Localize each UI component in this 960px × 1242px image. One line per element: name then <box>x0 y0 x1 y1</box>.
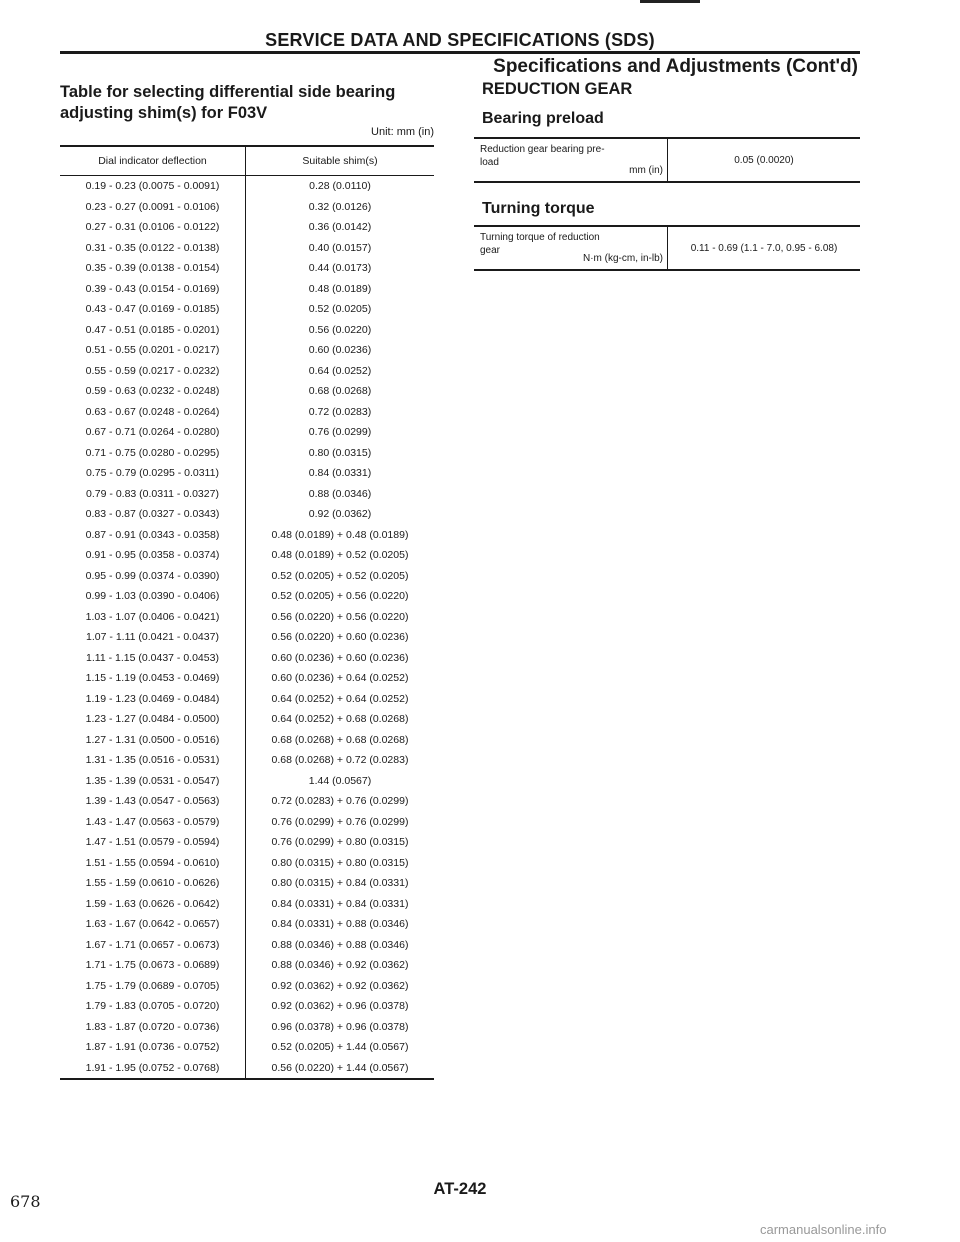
shim-cell: 0.52 (0.0205) <box>308 303 372 316</box>
table-row <box>60 443 434 464</box>
shim-cell: 0.52 (0.0205) + 1.44 (0.0567) <box>271 1041 409 1054</box>
shim-cell: 0.56 (0.0220) + 0.60 (0.0236) <box>271 631 409 644</box>
deflection-cell: 1.91 - 1.95 (0.0752 - 0.0768) <box>60 1058 246 1080</box>
table-row <box>60 689 434 710</box>
table-row <box>60 812 434 833</box>
shim-cell: 0.72 (0.0283) + 0.76 (0.0299) <box>271 795 409 808</box>
deflection-cell: 0.47 - 0.51 (0.0185 - 0.0201) <box>60 320 246 341</box>
deflection-cell: 1.59 - 1.63 (0.0626 - 0.0642) <box>60 894 246 915</box>
deflection-cell: 1.03 - 1.07 (0.0406 - 0.0421) <box>60 607 246 628</box>
deflection-cell: 1.67 - 1.71 (0.0657 - 0.0673) <box>60 935 246 956</box>
shim-cell: 0.40 (0.0157) <box>308 241 372 254</box>
deflection-cell: 0.75 - 0.79 (0.0295 - 0.0311) <box>60 463 246 484</box>
table-row <box>60 791 434 812</box>
deflection-cell: 1.31 - 1.35 (0.0516 - 0.0531) <box>60 750 246 771</box>
bearing-preload-value: 0.05 (0.0020) <box>734 154 794 166</box>
shim-cell: 0.52 (0.0205) + 0.56 (0.0220) <box>271 590 409 603</box>
turning-torque-label-line1: Turning torque of reduction <box>480 232 600 243</box>
shim-cell: 0.32 (0.0126) <box>308 200 372 213</box>
table-row <box>60 832 434 853</box>
deflection-cell: 0.23 - 0.27 (0.0091 - 0.0106) <box>60 197 246 218</box>
table-row <box>60 320 434 341</box>
column-header-shims: Suitable shim(s) <box>246 146 435 176</box>
deflection-cell: 1.79 - 1.83 (0.0705 - 0.0720) <box>60 996 246 1017</box>
deflection-cell: 0.95 - 0.99 (0.0374 - 0.0390) <box>60 566 246 587</box>
deflection-cell: 0.63 - 0.67 (0.0248 - 0.0264) <box>60 402 246 423</box>
deflection-cell: 0.31 - 0.35 (0.0122 - 0.0138) <box>60 238 246 259</box>
shim-table <box>60 145 434 1080</box>
deflection-cell: 0.19 - 0.23 (0.0075 - 0.0091) <box>60 176 246 197</box>
shim-cell: 0.80 (0.0315) + 0.84 (0.0331) <box>271 877 409 890</box>
table-row <box>60 176 434 197</box>
table-row <box>60 853 434 874</box>
shim-table-heading <box>60 82 460 124</box>
deflection-cell: 0.59 - 0.63 (0.0232 - 0.0248) <box>60 381 246 402</box>
table-row <box>60 279 434 300</box>
table-row <box>60 730 434 751</box>
deflection-cell: 1.23 - 1.27 (0.0484 - 0.0500) <box>60 709 246 730</box>
deflection-cell: 0.51 - 0.55 (0.0201 - 0.0217) <box>60 340 246 361</box>
shim-cell: 0.72 (0.0283) <box>308 405 372 418</box>
turning-torque-value: 0.11 - 0.69 (1.1 - 7.0, 0.95 - 6.08) <box>690 242 838 254</box>
deflection-cell: 0.55 - 0.59 (0.0217 - 0.0232) <box>60 361 246 382</box>
turning-torque-table <box>474 225 860 271</box>
table-row <box>60 914 434 935</box>
deflection-cell: 0.99 - 1.03 (0.0390 - 0.0406) <box>60 586 246 607</box>
shim-cell: 0.80 (0.0315) <box>308 446 372 459</box>
table-row <box>60 586 434 607</box>
shim-heading-line1: Table for selecting differential side bearing <box>60 83 396 101</box>
reduction-gear-title: REDUCTION GEAR <box>482 80 633 98</box>
shim-cell: 0.84 (0.0331) + 0.88 (0.0346) <box>271 918 409 931</box>
section-subtitle: Specifications and Adjustments (Cont'd) <box>493 56 858 77</box>
shim-heading-line2: adjusting shim(s) for F03V <box>60 104 268 122</box>
shim-cell: 0.76 (0.0299) + 0.76 (0.0299) <box>271 815 409 828</box>
title-rule <box>60 51 860 54</box>
shim-cell: 0.92 (0.0362) <box>308 508 372 521</box>
table-row <box>60 525 434 546</box>
shim-cell: 0.60 (0.0236) + 0.60 (0.0236) <box>271 651 409 664</box>
shim-cell: 0.92 (0.0362) + 0.96 (0.0378) <box>271 1000 409 1013</box>
bearing-preload-title: Bearing preload <box>482 110 604 127</box>
shim-cell: 0.56 (0.0220) + 0.56 (0.0220) <box>271 610 409 623</box>
deflection-cell: 1.15 - 1.19 (0.0453 - 0.0469) <box>60 668 246 689</box>
table-row <box>60 607 434 628</box>
table-row <box>60 1017 434 1038</box>
table-row <box>60 935 434 956</box>
table-row <box>60 422 434 443</box>
shim-cell: 0.56 (0.0220) + 1.44 (0.0567) <box>246 1058 435 1080</box>
shim-table-body <box>60 176 434 1080</box>
shim-cell: 0.60 (0.0236) <box>308 344 372 357</box>
bearing-preload-table <box>474 137 860 183</box>
shim-cell: 0.96 (0.0378) + 0.96 (0.0378) <box>271 1020 409 1033</box>
table-row <box>60 361 434 382</box>
bearing-preload-label-line2: load <box>480 157 499 168</box>
deflection-cell: 1.75 - 1.79 (0.0689 - 0.0705) <box>60 976 246 997</box>
deflection-cell: 1.63 - 1.67 (0.0642 - 0.0657) <box>60 914 246 935</box>
watermark: carmanualsonline.info <box>760 1222 887 1237</box>
shim-cell: 0.56 (0.0220) <box>308 323 372 336</box>
deflection-cell: 1.07 - 1.11 (0.0421 - 0.0437) <box>60 627 246 648</box>
table-row <box>60 771 434 792</box>
deflection-cell: 0.67 - 0.71 (0.0264 - 0.0280) <box>60 422 246 443</box>
deflection-cell: 0.79 - 0.83 (0.0311 - 0.0327) <box>60 484 246 505</box>
deflection-cell: 0.27 - 0.31 (0.0106 - 0.0122) <box>60 217 246 238</box>
shim-cell: 0.60 (0.0236) + 0.64 (0.0252) <box>271 672 409 685</box>
deflection-cell: 0.87 - 0.91 (0.0343 - 0.0358) <box>60 525 246 546</box>
table-row <box>60 627 434 648</box>
shim-cell: 0.36 (0.0142) <box>308 221 372 234</box>
deflection-cell: 1.83 - 1.87 (0.0720 - 0.0736) <box>60 1017 246 1038</box>
deflection-cell: 1.11 - 1.15 (0.0437 - 0.0453) <box>60 648 246 669</box>
shim-cell: 0.44 (0.0173) <box>308 262 372 275</box>
table-row <box>60 750 434 771</box>
table-row <box>60 340 434 361</box>
table-row <box>60 566 434 587</box>
shim-unit-label: Unit: mm (in) <box>371 126 434 138</box>
deflection-cell: 0.43 - 0.47 (0.0169 - 0.0185) <box>60 299 246 320</box>
shim-cell: 1.44 (0.0567) <box>308 774 372 787</box>
scan-mark <box>640 0 700 3</box>
deflection-cell: 0.91 - 0.95 (0.0358 - 0.0374) <box>60 545 246 566</box>
table-row <box>60 484 434 505</box>
table-row <box>60 976 434 997</box>
table-row <box>60 504 434 525</box>
shim-cell: 0.76 (0.0299) <box>308 426 372 439</box>
table-row <box>60 668 434 689</box>
deflection-cell: 0.71 - 0.75 (0.0280 - 0.0295) <box>60 443 246 464</box>
deflection-cell: 0.35 - 0.39 (0.0138 - 0.0154) <box>60 258 246 279</box>
shim-cell: 0.64 (0.0252) + 0.64 (0.0252) <box>271 692 409 705</box>
shim-cell: 0.68 (0.0268) + 0.72 (0.0283) <box>271 754 409 767</box>
table-row <box>60 709 434 730</box>
table-row <box>60 463 434 484</box>
deflection-cell: 1.51 - 1.55 (0.0594 - 0.0610) <box>60 853 246 874</box>
table-row <box>60 402 434 423</box>
table-row <box>60 545 434 566</box>
shim-cell: 0.28 (0.0110) <box>309 180 371 193</box>
table-row <box>60 1037 434 1058</box>
table-row <box>60 197 434 218</box>
table-row <box>60 258 434 279</box>
shim-cell: 0.52 (0.0205) + 0.52 (0.0205) <box>271 569 409 582</box>
deflection-cell: 1.55 - 1.59 (0.0610 - 0.0626) <box>60 873 246 894</box>
turning-torque-label-line2: gear <box>480 245 501 256</box>
turning-torque-unit: N·m (kg-cm, in-lb) <box>583 253 663 264</box>
deflection-cell: 1.39 - 1.43 (0.0547 - 0.0563) <box>60 791 246 812</box>
deflection-cell: 1.47 - 1.51 (0.0579 - 0.0594) <box>60 832 246 853</box>
deflection-cell: 0.39 - 0.43 (0.0154 - 0.0169) <box>60 279 246 300</box>
deflection-cell: 1.19 - 1.23 (0.0469 - 0.0484) <box>60 689 246 710</box>
shim-cell: 0.88 (0.0346) + 0.88 (0.0346) <box>271 938 409 951</box>
turning-torque-label <box>474 227 668 269</box>
table-header-row <box>60 146 434 176</box>
table-row <box>60 299 434 320</box>
bearing-preload-unit: mm (in) <box>629 165 663 176</box>
page-code: AT-242 <box>433 1180 487 1198</box>
page-title: SERVICE DATA AND SPECIFICATIONS (SDS) <box>265 30 655 50</box>
table-row <box>60 381 434 402</box>
shim-cell: 0.84 (0.0331) + 0.84 (0.0331) <box>271 897 409 910</box>
bearing-preload-label-line1: Reduction gear bearing pre- <box>480 144 605 155</box>
shim-cell: 0.48 (0.0189) + 0.52 (0.0205) <box>271 549 409 562</box>
shim-cell: 0.88 (0.0346) + 0.92 (0.0362) <box>271 959 409 972</box>
shim-cell: 0.68 (0.0268) + 0.68 (0.0268) <box>271 733 409 746</box>
shim-cell: 0.64 (0.0252) <box>308 364 372 377</box>
table-row <box>60 1058 434 1080</box>
deflection-cell: 1.27 - 1.31 (0.0500 - 0.0516) <box>60 730 246 751</box>
table-row <box>60 217 434 238</box>
deflection-cell: 1.43 - 1.47 (0.0563 - 0.0579) <box>60 812 246 833</box>
shim-cell: 0.88 (0.0346) <box>308 487 372 500</box>
column-header-deflection: Dial indicator deflection <box>60 146 246 176</box>
table-row <box>60 648 434 669</box>
table-row <box>60 238 434 259</box>
shim-cell: 0.48 (0.0189) + 0.48 (0.0189) <box>271 528 409 541</box>
shim-cell: 0.68 (0.0268) <box>308 385 372 398</box>
shim-cell: 0.64 (0.0252) + 0.68 (0.0268) <box>271 713 409 726</box>
deflection-cell: 1.35 - 1.39 (0.0531 - 0.0547) <box>60 771 246 792</box>
table-row <box>60 894 434 915</box>
table-row <box>60 955 434 976</box>
shim-cell: 0.84 (0.0331) <box>308 467 372 480</box>
shim-cell: 0.76 (0.0299) + 0.80 (0.0315) <box>271 836 409 849</box>
page-number: 678 <box>10 1192 41 1211</box>
table-row <box>60 873 434 894</box>
shim-cell: 0.80 (0.0315) + 0.80 (0.0315) <box>271 856 409 869</box>
bearing-preload-label <box>474 139 668 181</box>
deflection-cell: 1.71 - 1.75 (0.0673 - 0.0689) <box>60 955 246 976</box>
shim-cell: 0.48 (0.0189) <box>308 282 372 295</box>
table-row <box>60 996 434 1017</box>
turning-torque-title: Turning torque <box>482 200 595 217</box>
shim-cell: 0.92 (0.0362) + 0.92 (0.0362) <box>271 979 409 992</box>
deflection-cell: 1.87 - 1.91 (0.0736 - 0.0752) <box>60 1037 246 1058</box>
deflection-cell: 0.83 - 0.87 (0.0327 - 0.0343) <box>60 504 246 525</box>
